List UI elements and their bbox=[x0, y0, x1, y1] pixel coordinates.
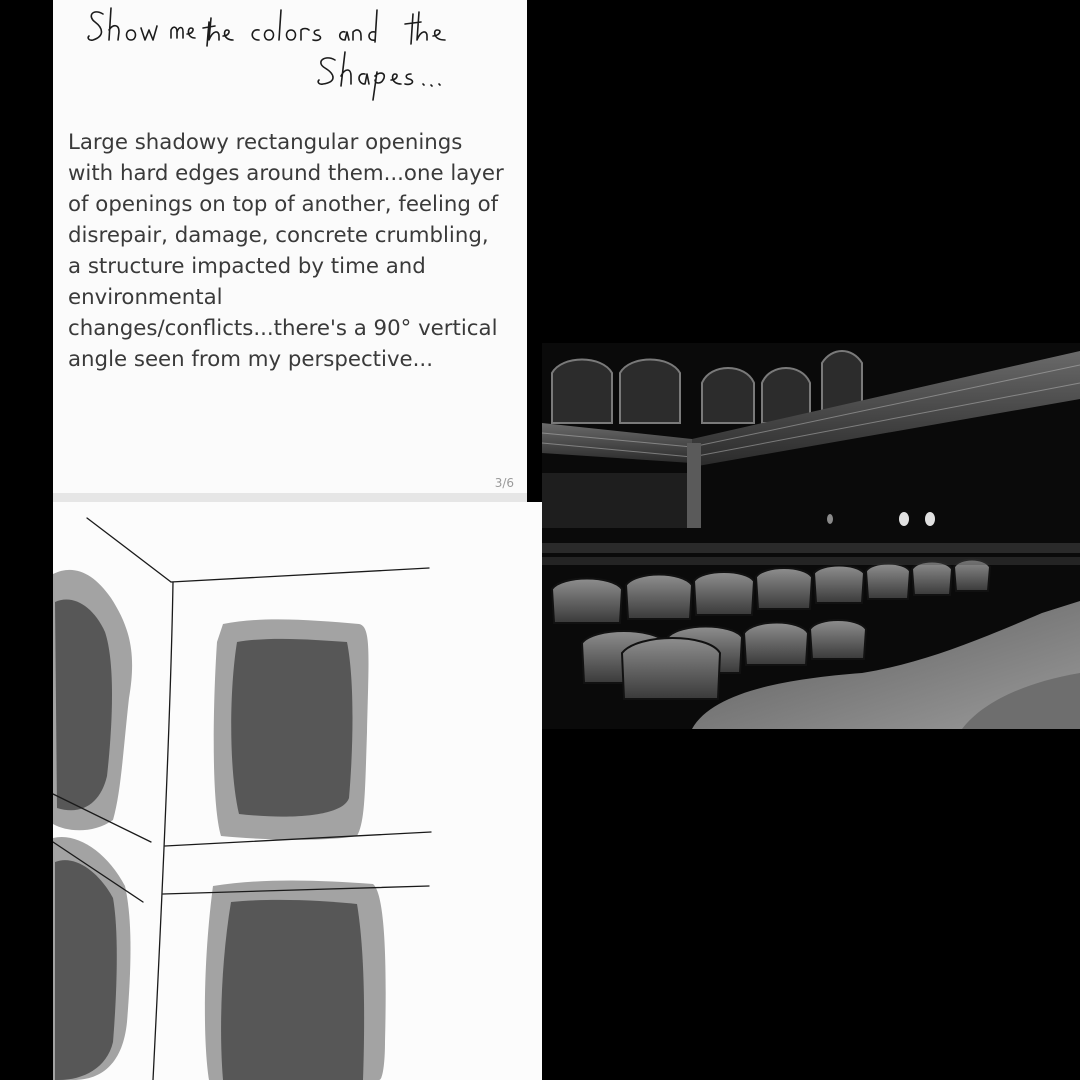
sketch-opening-right-bottom bbox=[205, 881, 386, 1080]
sketch-drawing bbox=[53, 502, 542, 1080]
sketch-opening-right-top bbox=[214, 619, 369, 839]
sketch-opening-left-bottom bbox=[53, 837, 131, 1080]
theater-photo-image bbox=[542, 343, 1080, 729]
theater-photo bbox=[542, 343, 1080, 729]
handwritten-caption bbox=[83, 0, 503, 110]
page-indicator: 3/6 bbox=[494, 476, 514, 490]
note-card bbox=[53, 0, 527, 493]
handwritten-caption-drawing bbox=[83, 0, 503, 110]
sketch-opening-left-top bbox=[53, 570, 132, 830]
sketch-canvas bbox=[53, 502, 542, 1080]
right-panel bbox=[542, 0, 1080, 1080]
divider bbox=[53, 493, 527, 502]
note-body-text: Large shadowy rectangular openings with hard edges around them...one layer of openings on top of another, feeling of disrepair, damage, concrete crumbling, a structure impacted by time and environmental changes/conflicts...there's a 90° vertical angle seen from my perspective... bbox=[68, 130, 511, 372]
